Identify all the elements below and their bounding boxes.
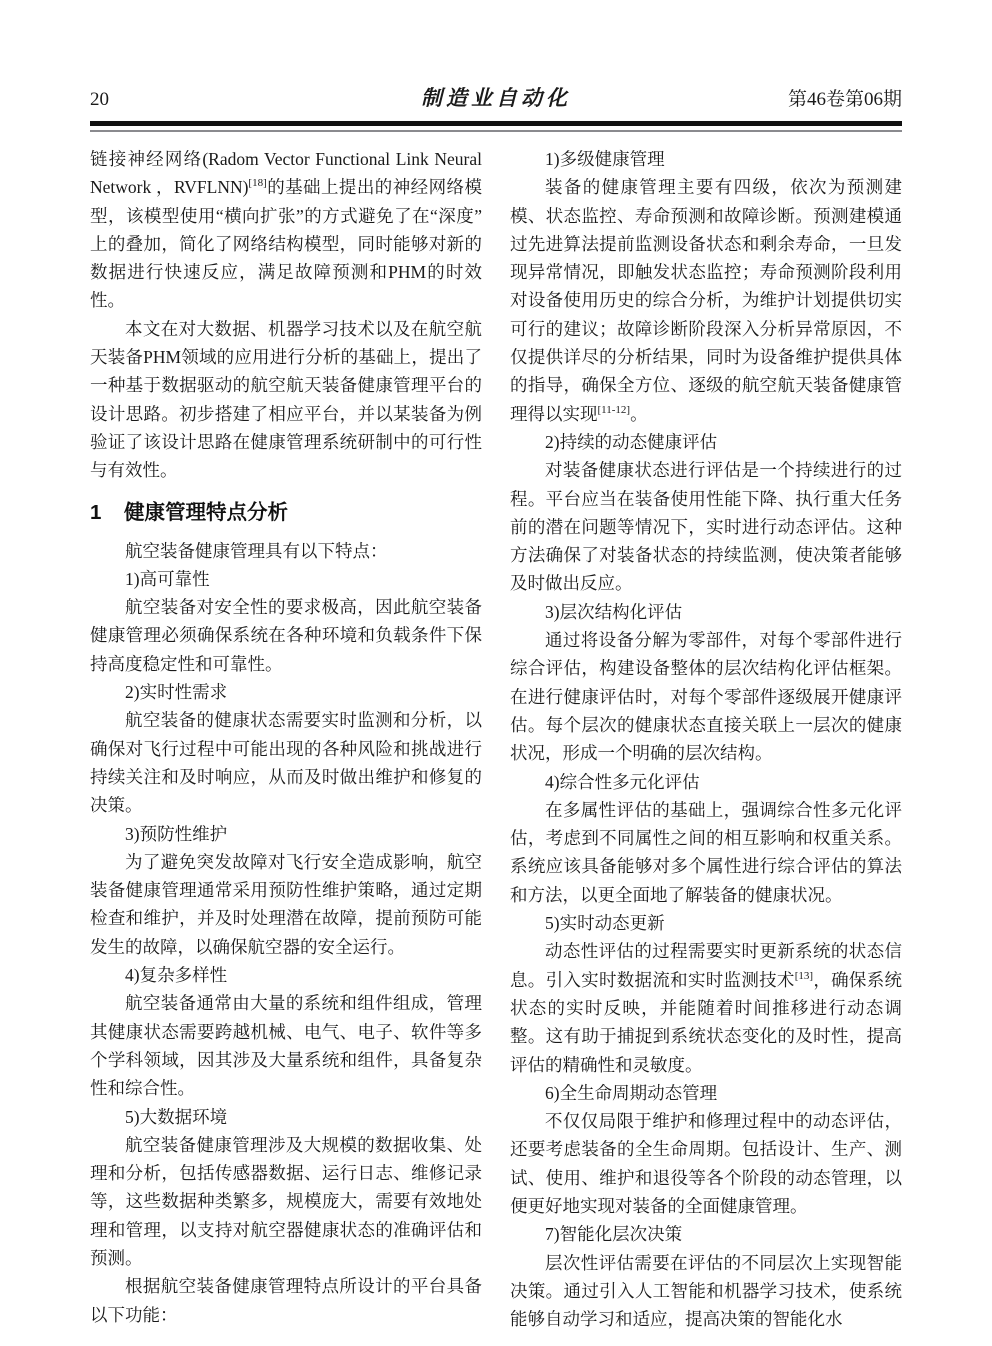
list-item-title: 1)多级健康管理	[545, 149, 665, 169]
paragraph: 本文在对大数据、机器学习技术以及在航空航天装备PHM领域的应用进行分析的基础上，提出了一种基于数据驱动的航空航天装备健康管理平台的设计思路。初步搭建了相应平台，并以某装备为例验证了该设计思路在健康管理系统研制中的可行性与有效性。	[90, 318, 482, 481]
list-item-body	[510, 173, 902, 428]
left-column	[90, 145, 482, 1333]
paragraph-text: 动态性评估的过程需要实时更新系统的状态信息。引入实时数据流和实时监测技术	[510, 941, 902, 990]
list-item-body: 航空装备健康管理涉及大规模的数据收集、处理和分析，包括传感器数据、运行日志、维修记录等，这些数据种类繁多，规模庞大，需要有效地处理和管理，以支持对航空器健康状态的准确评估和预测。	[90, 1134, 482, 1268]
list-item-title: 2)实时性需求	[125, 682, 228, 703]
page-number: 20	[90, 89, 109, 110]
list-item-body: 在多属性评估的基础上，强调综合性多元化评估，考虑到不同属性之间的相互影响和权重关系。系统应该具备能够对多个属性进行综合评估的算法和方法，以更全面地了解装备的健康状况。	[510, 799, 902, 905]
citation-ref-11-12: [11-12]	[597, 403, 631, 416]
section-number: 1	[90, 500, 102, 524]
header-rule	[90, 121, 902, 132]
list-item-title: 4)综合性多元化评估	[545, 771, 700, 792]
list-item-title: 1)高可靠性	[125, 568, 210, 589]
list-item-title: 2)持续的动态健康评估	[545, 431, 718, 452]
journal-title: 制造业自动化	[421, 86, 571, 110]
citation-ref-18: [18]	[248, 177, 267, 190]
right-column	[510, 145, 902, 1333]
list-item-body: 为了避免突发故障对飞行安全造成影响，航空装备健康管理通常采用预防性维护策略，通过定期检查和维护，并及时处理潜在故障，提前预防可能发生的故障，以确保航空器的安全运行。	[90, 851, 482, 957]
paragraph-text: 链接神经网络(Radom Vector Functional Link Neural Network ，RVFLNN)	[90, 149, 482, 198]
paragraph-text: 。	[630, 403, 648, 424]
paragraph-text: ，确保系统状态的实时反映，并能随着时间推移进行动态调整。这有助于捕捉到系统状态变化的及时性，提高评估的精确性和灵敏度。	[510, 969, 903, 1075]
paragraph-text: 装备的健康管理主要有四级，依次为预测建模、状态监控、寿命预测和故障诊断。预测建模通过先进算法提前监测设备状态和剩余寿命，一旦发现异常情况，即触发状态监控；寿命预测阶段利用对设备使用历史的综合分析，为维护计划提供切实可行的建议；故障诊断阶段深入分析异常原因，不仅提供详尽的分析结果，同时为设备维护提供具体的指导，确保全方位、逐级的航空航天装备健康管理得以实现	[510, 177, 902, 424]
list-item-body: 航空装备的健康状态需要实时监测和分析，以确保对飞行过程中可能出现的各种风险和挑战进行持续关注和及时响应，从而及时做出维护和修复的决策。	[90, 710, 482, 816]
list-item-body: 航空装备对安全性的要求极高，因此航空装备健康管理必须确保系统在各种环境和负载条件下保持高度稳定性和可靠性。	[90, 597, 482, 674]
paragraph: 航空装备健康管理具有以下特点：	[125, 540, 388, 561]
list-item-title: 5)实时动态更新	[545, 913, 665, 934]
section-heading	[90, 498, 482, 528]
list-item-title: 6)全生命周期动态管理	[545, 1082, 718, 1103]
list-item-body: 通过将设备分解为零部件，对每个零部件进行综合评估，构建设备整体的层次结构化评估框架。在进行健康评估时，对每个零部件逐级展开健康评估。每个层次的健康状态直接关联上一层次的健康状况，形成一个明确的层次结构。	[510, 630, 902, 764]
list-item-title: 5)大数据环境	[125, 1106, 228, 1127]
paragraph: 根据航空装备健康管理特点所设计的平台具备以下功能：	[90, 1276, 482, 1325]
list-item-title: 3)层次结构化评估	[545, 601, 683, 622]
section-title: 健康管理特点分析	[123, 500, 288, 524]
list-item-body: 航空装备通常由大量的系统和组件组成，管理其健康状态需要跨越机械、电气、电子、软件等多个学科领域，因其涉及大量系统和组件，具备复杂性和综合性。	[90, 993, 482, 1099]
header-rule-thick	[90, 121, 902, 126]
list-item-title: 3)预防性维护	[125, 823, 228, 844]
list-item-body: 不仅仅局限于维护和修理过程中的动态评估，还要考虑装备的全生命周期。包括设计、生产、测试、使用、维护和退役等各个阶段的动态管理，以便更好地实现对装备的全面健康管理。	[510, 1111, 902, 1216]
paragraph-text: 的基础上提出的神经网络模型，该模型使用“横向扩张”的方式避免了在“深度”上的叠加，简化了网络结构模型，同时能够对新的数据进行快速反应，满足故障预测和PHM的时效性。	[90, 177, 482, 311]
header-rule-thin	[90, 130, 902, 132]
list-item-body: 层次性评估需要在评估的不同层次上实现智能决策。通过引入人工智能和机器学习技术，使系统能够自动学习和适应，提高决策的智能化水	[510, 1252, 902, 1330]
two-column-body	[90, 145, 902, 1333]
list-item-body	[510, 937, 902, 1078]
list-item-title: 4)复杂多样性	[125, 965, 228, 986]
running-head	[90, 82, 902, 112]
list-item-title: 7)智能化层次决策	[545, 1224, 683, 1245]
paragraph-continuation	[90, 145, 482, 315]
issue-info: 第46卷第06期	[787, 89, 902, 110]
citation-ref-13: [13]	[794, 969, 814, 982]
list-item-body: 对装备健康状态进行评估是一个持续进行的过程。平台应当在装备使用性能下降、执行重大任务前的潜在问题等情况下，实时进行动态评估。这种方法确保了对装备状态的持续监测，使决策者能够及时做出反应。	[510, 460, 902, 594]
